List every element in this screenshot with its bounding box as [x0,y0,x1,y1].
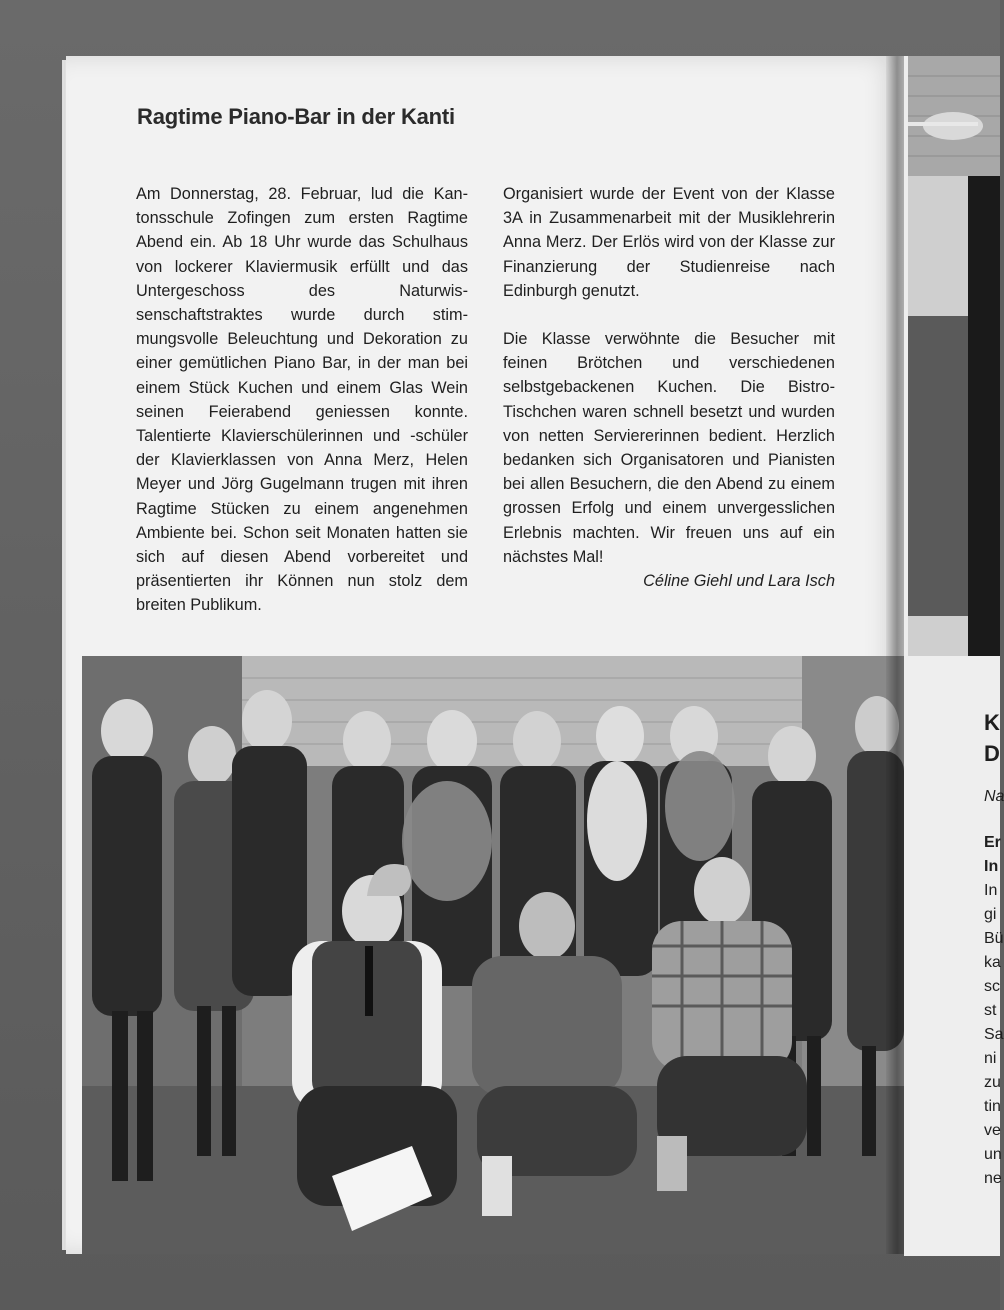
group-photo-illustration [82,656,904,1254]
right-page-line: In [984,882,998,899]
right-page-bold-1: Er [984,834,1001,851]
article-left-column [136,182,468,642]
right-page-line: ne [984,1170,1002,1187]
right-page-line: ve [984,1122,1001,1139]
right-page-line: Sa [984,1026,1004,1043]
article-paragraph-2: Organisiert wurde der Event von der Klasse 3A in Zusammenarbeit mit der Musiklehrerin Anna Merz. Der Erlös wird von der Klasse zur Finanzierung der Studienreise nach Edinburgh genutzt. [503,185,835,300]
right-page-line: gi [984,906,997,923]
right-page-bold-2: In [984,858,999,875]
article-authors: Céline Giehl und Lara Isch [643,572,835,591]
right-page-line: zu [984,1074,1001,1091]
right-page-line: ni [984,1050,997,1067]
right-page-line: Bü [984,930,1004,947]
right-page-photo [908,56,1000,656]
article-right-column [503,182,835,593]
right-page-line: sc [984,978,1000,995]
right-page-line: tin [984,1098,1001,1115]
article-paragraph-1: Am Donnerstag, 28. Februar, lud die Kantonsschule Zofingen zum ersten Ragtime Abend ein. Ab 18 Uhr wurde das Schulhaus von lockerer Klaviermusik erfüllt und das Untergeschoss des Naturwissenschaftstraktes wurde durch stimmungsvolle Beleuchtung und Dekoration zu einer gemütlichen Piano Bar, in der man bei einem Stück Kuchen und einem Glas Wein seinen Feierabend geniessen konnte. Talentierte Klavierschülerinnen und -schüler der Klavierklassen von Anna Merz, Helen Meyer und Jörg Gugelmann trugen mit ihren Ragtime Stücken zu einem angenehmen Ambiente bei. Schon seit Monaten hatten sie sich auf diesen Abend vorbereitet und präsentierten ihr Können nun stolz dem breiten Publikum. [136,185,468,615]
right-page-subheading: Na [984,788,1004,805]
right-page-line: st [984,1002,997,1019]
right-page-heading-2: D [984,741,1000,766]
right-page-heading-1: K [984,710,1000,735]
article-paragraph-3: Die Klasse verwöhnte die Besucher mit feinen Brötchen und verschiedenen selbstgebackenen Kuchen. Die Bistro-Tischchen waren schnell besetzt und wurden von netten Serviererinnen bedient. Herzlich bedanken sich Organisatoren und Pianisten bei allen Besuchern, die den Abend zu einem grossen Erfolg und einem unvergesslichen Erlebnis machten. Wir freuen uns auf ein nächstes Mal! [503,330,835,566]
group-photo [82,656,904,1254]
right-page-line: ka [984,954,1001,971]
right-page-line: un [984,1146,1002,1163]
article-title: Ragtime Piano-Bar in der Kanti [137,104,455,129]
